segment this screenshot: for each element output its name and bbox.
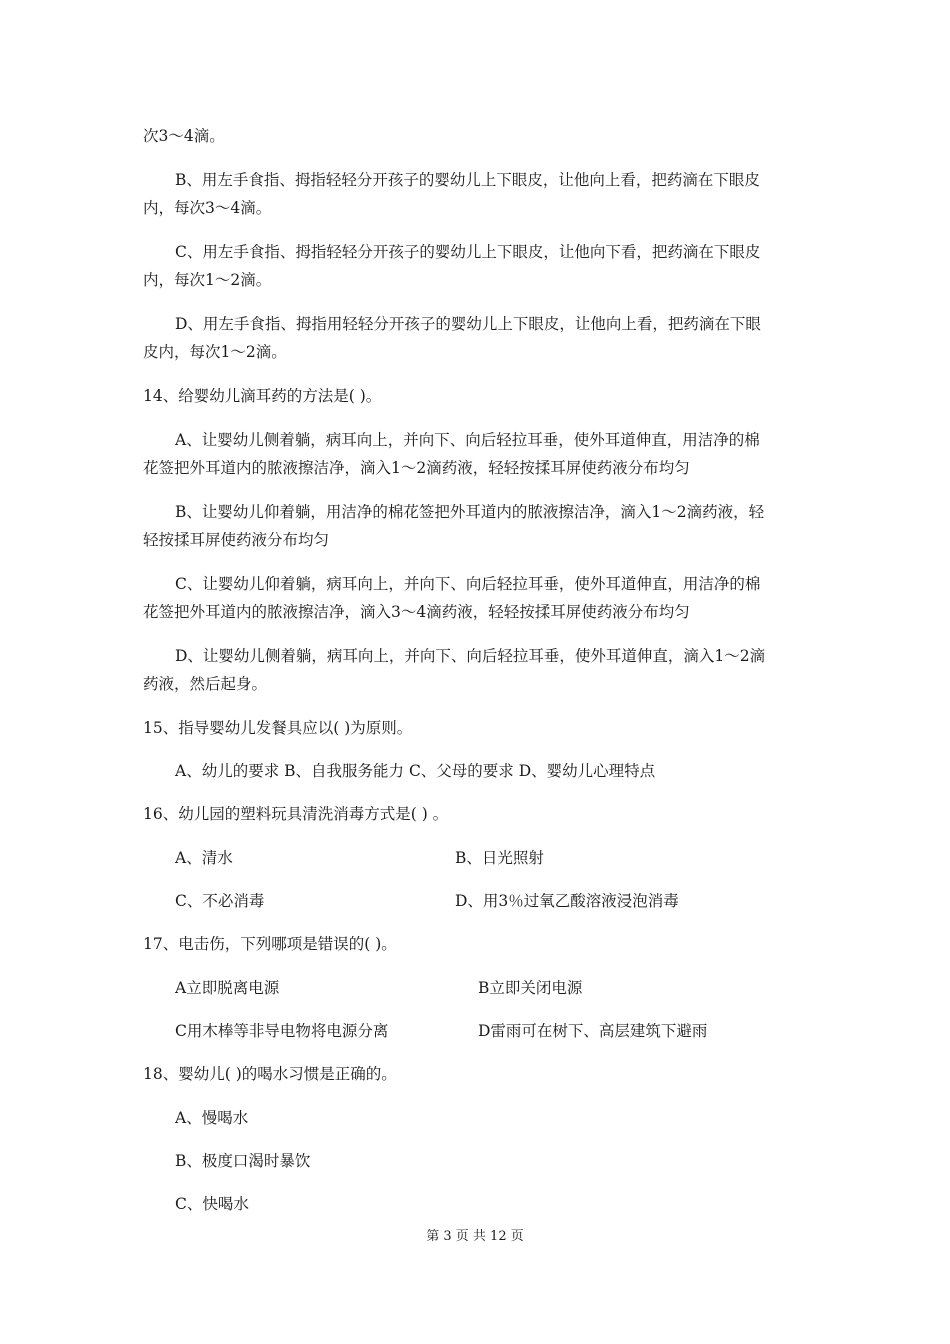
option-line-cont: 花签把外耳道内的脓液擦洁净，滴入1～2滴药液，轻轻按揉耳屏使药液分布均匀 [143,459,690,477]
option-line: D、用左手食指、拇指用轻轻分开孩子的婴幼儿上下眼皮，让他向上看，把药滴在下眼 [175,315,761,333]
option-line: D、让婴幼儿侧着躺，病耳向上，并向下、向后轻拉耳垂，使外耳道伸直，滴入1～2滴 [175,647,766,665]
option-c: C、快喝水 [175,1195,249,1213]
question-18: 18、婴幼儿( )的喝水习惯是正确的。 [143,1065,397,1083]
option-line-cont: 药液，然后起身。 [143,675,268,693]
question-15: 15、指导婴幼儿发餐具应以( )为原则。 [143,719,413,737]
option-line-cont: 花签把外耳道内的脓液擦洁净，滴入3～4滴药液，轻轻按揉耳屏使药液分布均匀 [143,603,690,621]
option-b: B立即关闭电源 [478,979,583,997]
option-line: C、用左手食指、拇指轻轻分开孩子的婴幼儿上下眼皮，让他向下看，把药滴在下眼皮 [175,243,761,261]
option-a: A、清水 [175,849,233,867]
option-d: D雷雨可在树下、高层建筑下避雨 [478,1022,708,1040]
option-line: A、让婴幼儿侧着躺，病耳向上，并向下、向后轻拉耳垂，使外耳道伸直，用洁净的棉 [175,431,760,449]
option-c: C用木棒等非导电物将电源分离 [175,1022,389,1040]
option-line-cont: 皮内，每次1～2滴。 [143,343,287,361]
option-a: A立即脱离电源 [175,979,280,997]
page-footer: 第 3 页 共 12 页 [426,1229,524,1244]
option-c: C、不必消毒 [175,892,265,910]
option-b: B、日光照射 [455,849,544,867]
text-line: 次3～4滴。 [143,127,225,145]
option-a: A、慢喝水 [175,1109,249,1127]
option-d: D、用3％过氧乙酸溶液浸泡消毒 [455,892,679,910]
option-line: C、让婴幼儿仰着躺，病耳向上，并向下、向后轻拉耳垂，使外耳道伸直，用洁净的棉 [175,575,761,593]
option-line-cont: 轻按揉耳屏使药液分布均匀 [143,531,330,549]
option-b: B、极度口渴时暴饮 [175,1152,311,1170]
question-16: 16、幼儿园的塑料玩具清洗消毒方式是( ) 。 [143,805,449,823]
option-line: B、让婴幼儿仰着躺，用洁净的棉花签把外耳道内的脓液擦洁净，滴入1～2滴药液，轻 [175,503,765,521]
option-line-cont: 内，每次1～2滴。 [143,271,272,289]
question-17: 17、电击伤，下列哪项是错误的( )。 [143,935,397,953]
option-line: B、用左手食指、拇指轻轻分开孩子的婴幼儿上下眼皮，让他向上看，把药滴在下眼皮 [175,171,760,189]
question-14: 14、给婴幼儿滴耳药的方法是( )。 [143,387,382,405]
options-row: A、幼儿的要求 B、自我服务能力 C、父母的要求 D、婴幼儿心理特点 [175,762,656,780]
option-line-cont: 内，每次3～4滴。 [143,199,272,217]
